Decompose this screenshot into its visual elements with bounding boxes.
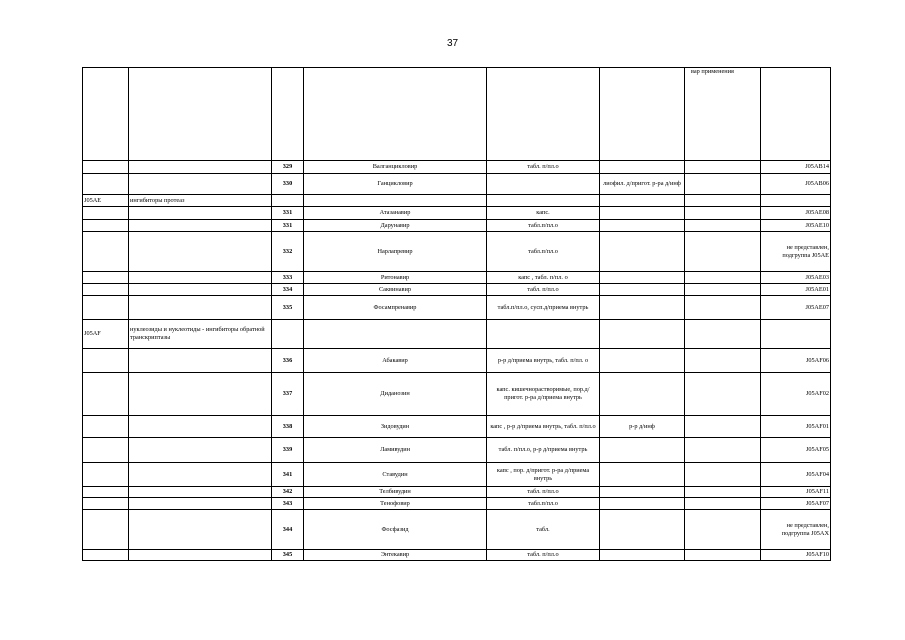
row-number: 331 — [272, 220, 304, 232]
table-row — [83, 438, 831, 463]
group-name — [129, 463, 272, 487]
drug-name: Тенофовир — [304, 498, 487, 510]
dosage-form: капс. кишечнорастворимые, пор.д/пригот. р-ра д/приема внутрь — [487, 373, 600, 416]
dosage-form-extra — [600, 296, 685, 320]
atc-group-code — [83, 498, 129, 510]
atc-group-code — [83, 463, 129, 487]
table-row — [83, 349, 831, 373]
atc-code: J05AB14 — [761, 161, 831, 174]
dosage-form — [487, 320, 600, 349]
drug-name: Фосампренавир — [304, 296, 487, 320]
drug-table — [82, 67, 831, 561]
table-row — [83, 284, 831, 296]
atc-code: J05AF01 — [761, 416, 831, 438]
drug-name: Нарлапревир — [304, 232, 487, 272]
header-note: вар применения — [685, 68, 761, 161]
row-number — [272, 195, 304, 207]
dosage-form: табл.п/пл.о, сусп.д/приема внутрь — [487, 296, 600, 320]
table-row — [83, 416, 831, 438]
table-header-row — [83, 68, 831, 161]
atc-group-code — [83, 174, 129, 195]
empty-cell — [685, 207, 761, 220]
atc-group-code — [83, 487, 129, 498]
atc-code — [761, 195, 831, 207]
row-number — [272, 320, 304, 349]
group-name — [129, 487, 272, 498]
atc-code: J05AE07 — [761, 296, 831, 320]
table-row — [83, 373, 831, 416]
group-name — [129, 416, 272, 438]
dosage-form-extra — [600, 161, 685, 174]
dosage-form: табл. п/пл.о — [487, 161, 600, 174]
drug-name: Дарунавир — [304, 220, 487, 232]
group-name — [129, 207, 272, 220]
atc-code: J05AF11 — [761, 487, 831, 498]
row-number: 341 — [272, 463, 304, 487]
drug-name: Телбивудин — [304, 487, 487, 498]
empty-cell — [685, 174, 761, 195]
dosage-form-extra — [600, 207, 685, 220]
dosage-form-extra — [600, 487, 685, 498]
dosage-form-extra — [600, 373, 685, 416]
table-body — [83, 68, 831, 561]
atc-code: J05AF06 — [761, 349, 831, 373]
group-name — [129, 373, 272, 416]
row-number: 329 — [272, 161, 304, 174]
table-row — [83, 320, 831, 349]
drug-name: Абакавир — [304, 349, 487, 373]
header-cell — [304, 68, 487, 161]
drug-name: Ритонавир — [304, 272, 487, 284]
drug-name: Диданозин — [304, 373, 487, 416]
dosage-form-extra — [600, 320, 685, 349]
dosage-form: табл.п/пл.о — [487, 498, 600, 510]
atc-group-code — [83, 296, 129, 320]
dosage-form: капс. — [487, 207, 600, 220]
atc-code: J05AE10 — [761, 220, 831, 232]
atc-group-code — [83, 284, 129, 296]
table-row — [83, 161, 831, 174]
dosage-form: табл. п/пл.о — [487, 487, 600, 498]
empty-cell — [685, 498, 761, 510]
empty-cell — [685, 438, 761, 463]
atc-code: J05AF04 — [761, 463, 831, 487]
atc-group-code: J05AF — [83, 320, 129, 349]
atc-group-code — [83, 232, 129, 272]
row-number: 336 — [272, 349, 304, 373]
table-row — [83, 220, 831, 232]
dosage-form-extra — [600, 498, 685, 510]
dosage-form: капс , р-р д/приема внутрь, табл. п/пл.о — [487, 416, 600, 438]
drug-name: Саквинавир — [304, 284, 487, 296]
table-row — [83, 174, 831, 195]
empty-cell — [685, 220, 761, 232]
dosage-form-extra — [600, 272, 685, 284]
dosage-form-extra: лиофил. д/пригот. р-ра д/инф — [600, 174, 685, 195]
drug-name — [304, 320, 487, 349]
empty-cell — [685, 195, 761, 207]
dosage-form — [487, 195, 600, 207]
empty-cell — [685, 272, 761, 284]
dosage-form-extra — [600, 232, 685, 272]
empty-cell — [685, 463, 761, 487]
drug-name: Ставудин — [304, 463, 487, 487]
table-row — [83, 498, 831, 510]
group-name — [129, 550, 272, 561]
dosage-form: капс , пор. д/пригот. р-ра д/приема внутрь — [487, 463, 600, 487]
dosage-form: табл. п/пл.о — [487, 550, 600, 561]
group-name — [129, 284, 272, 296]
atc-code: не представлен, подгруппа J05AX — [761, 510, 831, 550]
dosage-form-extra — [600, 438, 685, 463]
dosage-form-extra — [600, 220, 685, 232]
drug-name: Энтекавир — [304, 550, 487, 561]
atc-code — [761, 320, 831, 349]
empty-cell — [685, 416, 761, 438]
table-row — [83, 272, 831, 284]
table-row — [83, 463, 831, 487]
group-name — [129, 161, 272, 174]
empty-cell — [685, 487, 761, 498]
row-number: 339 — [272, 438, 304, 463]
empty-cell — [685, 284, 761, 296]
row-number: 338 — [272, 416, 304, 438]
row-number: 344 — [272, 510, 304, 550]
row-number: 334 — [272, 284, 304, 296]
atc-group-code — [83, 438, 129, 463]
dosage-form: табл.п/пл.о — [487, 220, 600, 232]
group-name — [129, 349, 272, 373]
row-number: 335 — [272, 296, 304, 320]
drug-name: Ганцикловир — [304, 174, 487, 195]
atc-group-code — [83, 272, 129, 284]
atc-group-code — [83, 373, 129, 416]
empty-cell — [685, 296, 761, 320]
atc-code: J05AE03 — [761, 272, 831, 284]
drug-name: Валганцикловир — [304, 161, 487, 174]
atc-group-code — [83, 349, 129, 373]
row-number: 331 — [272, 207, 304, 220]
group-name — [129, 174, 272, 195]
row-number: 337 — [272, 373, 304, 416]
group-name — [129, 232, 272, 272]
row-number: 345 — [272, 550, 304, 561]
row-number: 333 — [272, 272, 304, 284]
header-cell — [487, 68, 600, 161]
group-name — [129, 510, 272, 550]
dosage-form-extra — [600, 550, 685, 561]
atc-code: J05AF05 — [761, 438, 831, 463]
dosage-form: табл. п/пл.о — [487, 284, 600, 296]
atc-group-code — [83, 161, 129, 174]
group-name — [129, 438, 272, 463]
atc-code: J05AF10 — [761, 550, 831, 561]
header-cell — [129, 68, 272, 161]
header-cell — [761, 68, 831, 161]
empty-cell — [685, 161, 761, 174]
dosage-form: р-р д/приема внутрь, табл. п/пл. о — [487, 349, 600, 373]
table-row — [83, 207, 831, 220]
atc-group-code — [83, 220, 129, 232]
header-cell — [272, 68, 304, 161]
dosage-form: капс , табл. п/пл. о — [487, 272, 600, 284]
dosage-form: табл. п/пл.о, р-р д/приема внутрь — [487, 438, 600, 463]
row-number: 332 — [272, 232, 304, 272]
dosage-form: табл. — [487, 510, 600, 550]
header-cell — [600, 68, 685, 161]
group-name — [129, 296, 272, 320]
drug-name: Атазанавир — [304, 207, 487, 220]
group-name — [129, 272, 272, 284]
dosage-form — [487, 174, 600, 195]
table-row — [83, 510, 831, 550]
dosage-form-extra — [600, 510, 685, 550]
atc-code: J05AE01 — [761, 284, 831, 296]
dosage-form-extra — [600, 195, 685, 207]
atc-code: не представлен, подгруппа J05AE — [761, 232, 831, 272]
atc-group-code — [83, 510, 129, 550]
atc-code: J05AE08 — [761, 207, 831, 220]
row-number: 330 — [272, 174, 304, 195]
table-row — [83, 487, 831, 498]
atc-group-code — [83, 416, 129, 438]
group-name — [129, 498, 272, 510]
table-row — [83, 550, 831, 561]
table-row — [83, 195, 831, 207]
header-cell — [83, 68, 129, 161]
dosage-form-extra — [600, 349, 685, 373]
atc-group-code — [83, 207, 129, 220]
empty-cell — [685, 373, 761, 416]
dosage-form-extra — [600, 284, 685, 296]
atc-code: J05AF02 — [761, 373, 831, 416]
empty-cell — [685, 320, 761, 349]
row-number: 343 — [272, 498, 304, 510]
empty-cell — [685, 510, 761, 550]
group-name: ингибиторы протеаз — [129, 195, 272, 207]
group-name — [129, 220, 272, 232]
dosage-form: табл.п/пл.о — [487, 232, 600, 272]
atc-code: J05AB06 — [761, 174, 831, 195]
atc-group-code: J05AE — [83, 195, 129, 207]
dosage-form-extra: р-р д/инф — [600, 416, 685, 438]
atc-code: J05AF07 — [761, 498, 831, 510]
drug-name — [304, 195, 487, 207]
table-row — [83, 232, 831, 272]
group-name: нуклеозиды и нуклеотиды - ингибиторы обратной транскриптазы — [129, 320, 272, 349]
drug-name: Фосфазид — [304, 510, 487, 550]
dosage-form-extra — [600, 463, 685, 487]
empty-cell — [685, 550, 761, 561]
drug-name: Ламивудин — [304, 438, 487, 463]
page-number: 37 — [446, 38, 459, 49]
row-number: 342 — [272, 487, 304, 498]
empty-cell — [685, 349, 761, 373]
drug-name: Зидовудин — [304, 416, 487, 438]
table-row — [83, 296, 831, 320]
atc-group-code — [83, 550, 129, 561]
empty-cell — [685, 232, 761, 272]
